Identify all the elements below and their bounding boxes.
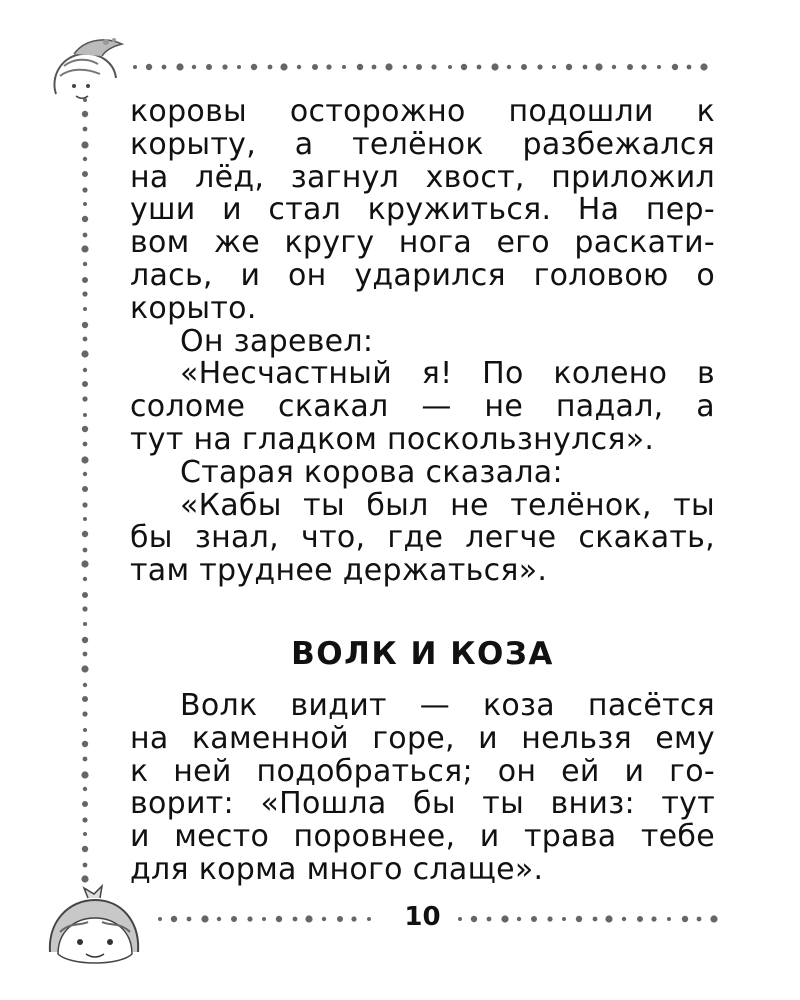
text-line: «Кабы ты был не телёнок, ты xyxy=(180,487,715,523)
decorative-dot xyxy=(531,916,537,922)
decorative-dot xyxy=(458,917,462,921)
decorative-dot xyxy=(367,917,371,921)
decorative-dot xyxy=(176,63,183,70)
decorative-dot xyxy=(576,916,582,922)
decorative-dot xyxy=(583,65,588,70)
decorative-dot xyxy=(83,472,87,476)
decorative-dot xyxy=(337,916,343,922)
decorative-dot xyxy=(672,64,678,70)
text-line: на лёд, загнул хвост, приложил xyxy=(130,159,715,195)
decorative-dot xyxy=(297,65,301,69)
decorative-dot xyxy=(82,606,87,611)
decorative-dot xyxy=(83,307,87,311)
decorative-dot xyxy=(83,413,87,417)
decorative-dot xyxy=(83,728,87,732)
decorative-dot xyxy=(83,757,88,762)
decorative-dot xyxy=(322,917,326,921)
decorative-dot xyxy=(83,683,87,687)
decorative-dot xyxy=(700,63,707,70)
decorative-dot xyxy=(82,277,88,283)
text-line: уши и стал кружиться. На пер- xyxy=(130,192,715,228)
decorative-dot xyxy=(83,652,88,657)
decorative-dot xyxy=(651,916,656,921)
decorative-dot xyxy=(552,65,556,69)
decorative-dot xyxy=(431,64,436,69)
decorative-dot xyxy=(82,322,88,328)
decorative-dot xyxy=(162,65,167,70)
decorative-dot xyxy=(81,771,88,778)
decorative-dot xyxy=(461,64,467,70)
dotted-border-left xyxy=(76,95,94,890)
decorative-dot xyxy=(83,202,87,206)
decorative-dot xyxy=(517,917,521,921)
decorative-dot xyxy=(82,846,88,852)
decorative-dot xyxy=(641,64,646,69)
decorative-dot xyxy=(82,426,88,432)
dotted-border-bottom-right xyxy=(455,912,720,926)
decorative-dot xyxy=(81,665,88,672)
decorative-dot xyxy=(342,65,346,69)
decorative-dot xyxy=(82,396,87,401)
decorative-dot xyxy=(82,741,88,747)
decorative-dot xyxy=(82,111,88,117)
text-line: соломе скакал — не падал, а xyxy=(130,389,715,425)
decorative-dot xyxy=(171,916,177,922)
decorative-dot xyxy=(237,65,241,69)
decorative-dot xyxy=(416,64,422,70)
decorative-dot xyxy=(83,442,88,447)
decorative-dot xyxy=(547,916,552,921)
decorative-dot xyxy=(82,801,88,807)
decorative-dot xyxy=(477,65,482,70)
decorative-dot xyxy=(146,64,152,70)
decorative-dot xyxy=(82,592,88,598)
text-line: Старая корова сказала: xyxy=(180,454,563,490)
decorative-dot xyxy=(231,916,237,922)
decorative-dot xyxy=(82,637,88,643)
decorative-dot xyxy=(82,216,88,222)
girl-face-illustration xyxy=(40,882,150,972)
decorative-dot xyxy=(206,64,212,70)
decorative-dot xyxy=(305,915,312,922)
decorative-dot xyxy=(83,622,87,626)
text-line: ворит: «Пошла бы ты вниз: тут xyxy=(130,786,715,822)
decorative-dot xyxy=(81,141,88,148)
decorative-dot xyxy=(82,187,87,192)
decorative-dot xyxy=(187,917,192,922)
decorative-dot xyxy=(605,915,612,922)
decorative-dot xyxy=(351,916,356,921)
decorative-dot xyxy=(627,64,633,70)
decorative-dot xyxy=(247,916,252,921)
decorative-dot xyxy=(687,65,692,70)
story-text-block-2 xyxy=(130,690,715,887)
decorative-dot xyxy=(83,337,88,342)
decorative-dot xyxy=(83,863,88,868)
decorative-dot xyxy=(637,916,643,922)
decorative-dot xyxy=(82,486,88,492)
decorative-dot xyxy=(595,63,602,70)
decorative-dot xyxy=(81,350,88,357)
decorative-dot xyxy=(82,531,88,537)
decorative-dot xyxy=(357,64,363,70)
decorative-dot xyxy=(682,916,688,922)
decorative-dot xyxy=(83,832,87,836)
decorative-dot xyxy=(82,502,87,507)
decorative-dot xyxy=(562,917,566,921)
text-line: коровы осторожно подошли к xyxy=(130,94,715,129)
decorative-dot xyxy=(667,917,671,921)
decorative-dot xyxy=(158,917,162,921)
decorative-dot xyxy=(622,917,626,921)
dotted-border-top xyxy=(130,60,720,74)
decorative-dot xyxy=(280,63,287,70)
decorative-dot xyxy=(133,65,137,69)
text-line: «Несчастный я! По колено в xyxy=(180,356,715,392)
decorative-dot xyxy=(521,64,527,70)
text-line: корыту, а телёнок разбежался xyxy=(130,126,715,162)
decorative-dot xyxy=(81,245,88,252)
page-number: 10 xyxy=(404,902,441,932)
text-line: Он заревел: xyxy=(180,323,374,359)
decorative-dot xyxy=(83,262,87,266)
decorative-dot xyxy=(697,917,702,922)
decorative-dot xyxy=(82,171,88,177)
decorative-dot xyxy=(312,64,318,70)
decorative-dot xyxy=(268,65,273,70)
decorative-dot xyxy=(403,65,407,69)
dotted-border-bottom-left xyxy=(155,912,385,926)
decorative-dot xyxy=(83,157,87,161)
text-line: для корма много слаще». xyxy=(130,851,544,887)
decorative-dot xyxy=(81,456,88,463)
decorative-dot xyxy=(491,63,498,70)
decorative-dot xyxy=(81,560,88,567)
decorative-dot xyxy=(83,368,87,372)
decorative-dot xyxy=(82,711,87,716)
decorative-dot xyxy=(83,577,87,581)
text-line: на каменной горе, и нельзя ему xyxy=(130,720,715,756)
text-line: корыто. xyxy=(130,290,257,326)
decorative-dot xyxy=(83,127,88,132)
text-line: и место поровнее, и трава тебе xyxy=(130,819,715,855)
story-title: ВОЛК И КОЗА xyxy=(291,636,554,672)
girl-head-illustration xyxy=(44,36,144,106)
text-line: там труднее держаться». xyxy=(130,553,548,589)
decorative-dot xyxy=(83,517,87,521)
decorative-dot xyxy=(217,917,221,921)
decorative-dot xyxy=(83,233,88,238)
decorative-dot xyxy=(82,381,88,387)
decorative-dot xyxy=(657,65,661,69)
decorative-dot xyxy=(501,915,508,922)
decorative-dot xyxy=(612,65,616,69)
decorative-dot xyxy=(566,64,572,70)
text-line: Волк видит — коза пасётся xyxy=(180,688,715,723)
decorative-dot xyxy=(81,875,88,882)
text-line: лась, и он ударился головою о xyxy=(130,257,715,293)
decorative-dot xyxy=(293,917,298,922)
decorative-dot xyxy=(471,916,477,922)
decorative-dot xyxy=(83,787,87,791)
decorative-dot xyxy=(83,98,87,102)
decorative-dot xyxy=(192,65,196,69)
text-line: бы знал, что, где легче скакать, xyxy=(130,520,715,556)
text-line: к ней подобраться; он ей и го- xyxy=(130,753,715,789)
decorative-dot xyxy=(201,915,208,922)
text-line: вом же кругу нога его раскати- xyxy=(130,225,715,261)
decorative-dot xyxy=(537,64,542,69)
decorative-dot xyxy=(448,65,452,69)
decorative-dot xyxy=(372,65,377,70)
decorative-dot xyxy=(83,548,88,553)
decorative-dot xyxy=(593,917,598,922)
decorative-dot xyxy=(82,291,87,296)
decorative-dot xyxy=(276,916,282,922)
decorative-dot xyxy=(222,64,227,69)
decorative-dot xyxy=(487,917,492,922)
decorative-dot xyxy=(385,63,392,70)
text-line: тут на гладком поскользнулся». xyxy=(130,421,655,457)
decorative-dot xyxy=(82,696,88,702)
story-text-block xyxy=(130,96,715,588)
decorative-dot xyxy=(326,64,331,69)
decorative-dot xyxy=(507,65,511,69)
decorative-dot xyxy=(82,817,87,822)
decorative-dot xyxy=(710,915,717,922)
decorative-dot xyxy=(251,64,257,70)
decorative-dot xyxy=(262,917,266,921)
